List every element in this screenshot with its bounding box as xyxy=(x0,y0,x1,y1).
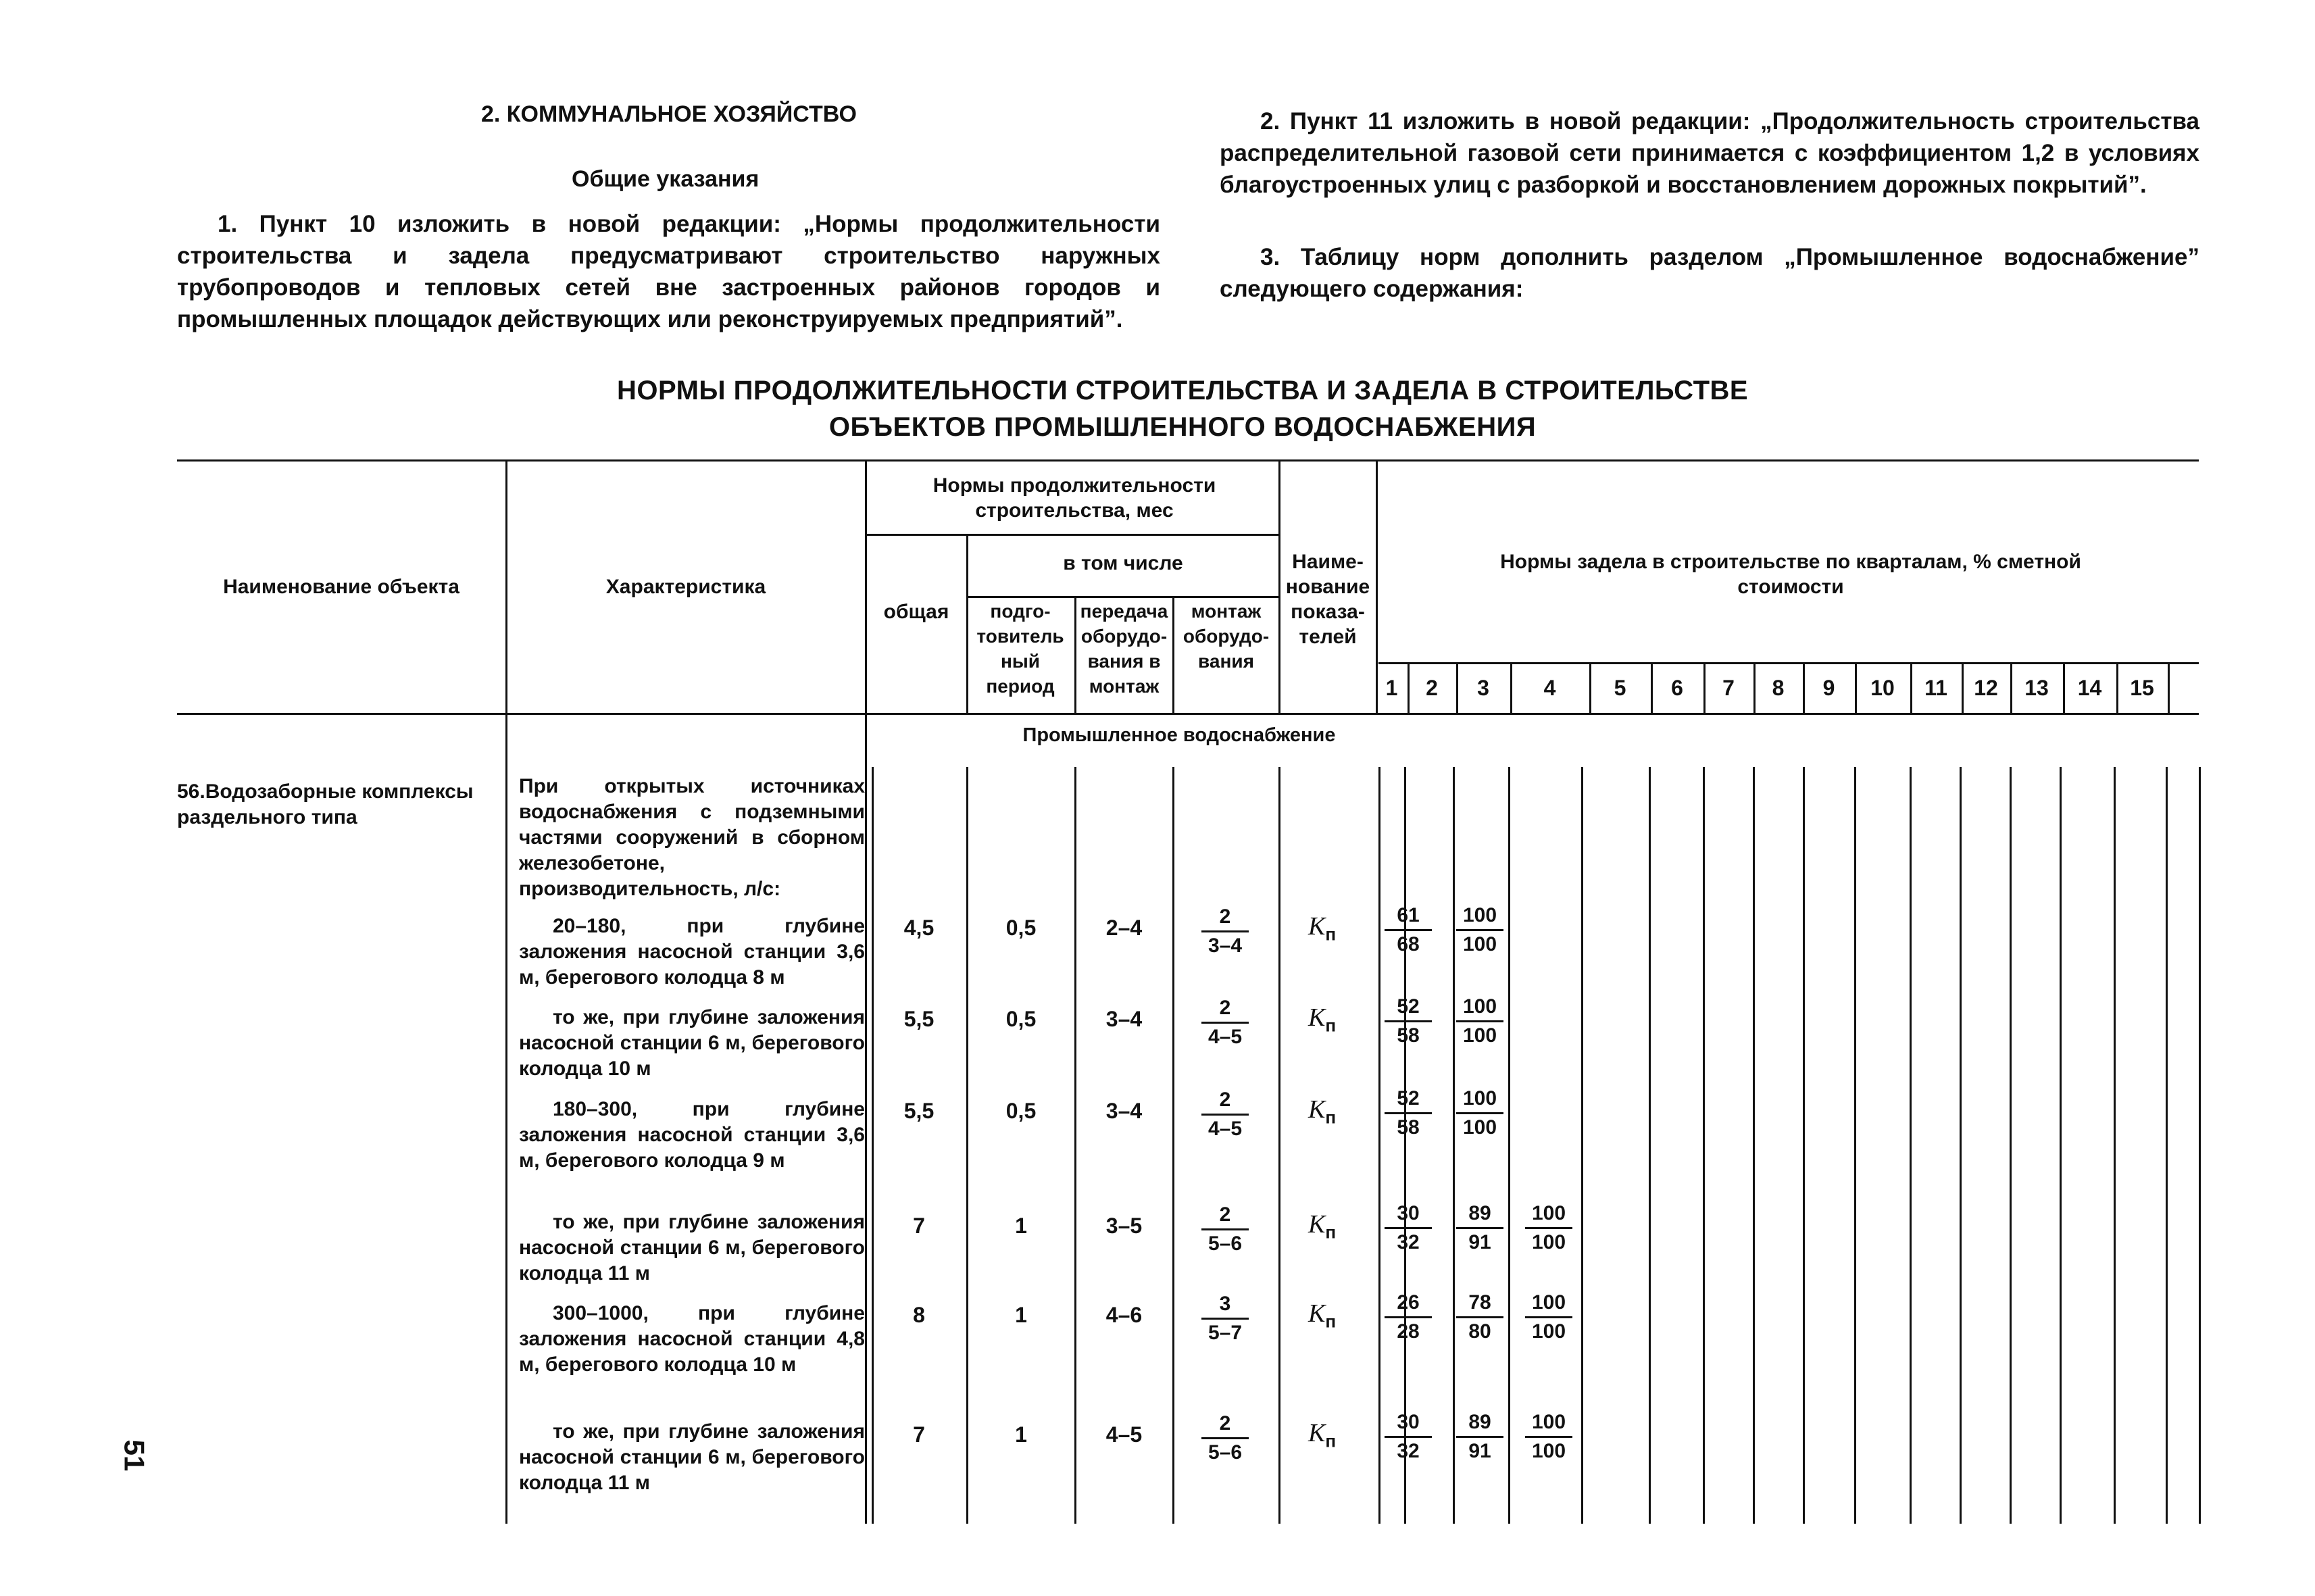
row-characteristic: то же, при глубине заложения насосной станции 6 м, берегового колодца 11 м xyxy=(519,1211,865,1285)
section-title: 2. КОММУНАЛЬНОЕ ХОЗЯЙСТВО xyxy=(481,101,857,127)
table-title-line-1: НОРМЫ ПРОДОЛЖИТЕЛЬНОСТИ СТРОИТЕЛЬСТВА И ЗАДЕЛА В СТРОИТЕЛЬСТВЕ xyxy=(616,376,1749,405)
row-transfer: 3–4 xyxy=(1105,1007,1143,1031)
quarter-header-13: 13 xyxy=(2024,676,2049,700)
row-characteristic: то же, при глубине заложения насосной станции 6 м, берегового колодца 11 м xyxy=(519,1420,865,1494)
row-install-fraction: $\frac{2}{5-6}$ xyxy=(1195,1201,1255,1257)
header-backlog-group: Нормы задела в строительстве по кварталам, % сметной стоимости xyxy=(1500,551,2081,598)
row-characteristic: 300–1000, при глубине заложения насосной станции 4,8 м, берегового колодца 10 м xyxy=(519,1302,865,1376)
quarter-header-9: 9 xyxy=(1822,676,1835,700)
row-prep-period: 1 xyxy=(1015,1303,1027,1327)
row-transfer: 2–4 xyxy=(1105,916,1143,940)
row-quarter-3-fraction: $\frac{100}{100}$ xyxy=(1518,1200,1579,1256)
row-prep-period: 0,5 xyxy=(1005,1099,1037,1123)
quarter-header-14: 14 xyxy=(2077,676,2102,700)
row-quarter-1-fraction: $\frac{30}{32}$ xyxy=(1378,1200,1439,1256)
row-total: 8 xyxy=(913,1303,925,1327)
row-total: 5,5 xyxy=(903,1007,935,1031)
row-transfer: 3–4 xyxy=(1105,1099,1143,1123)
row-indicator: $K_п$ xyxy=(1308,1419,1337,1451)
row-quarter-1-fraction: $\frac{52}{58}$ xyxy=(1378,1085,1439,1141)
row-prep-period: 0,5 xyxy=(1005,916,1037,940)
row-transfer: 4–6 xyxy=(1105,1303,1143,1327)
row-characteristic: 20–180, при глубине заложения насосной станции 3,6 м, берегового колодца 8 м xyxy=(519,915,865,989)
quarter-header-4: 4 xyxy=(1543,676,1556,700)
quarter-header-15: 15 xyxy=(2130,676,2154,700)
header-characteristic: Характеристика xyxy=(605,576,766,598)
quarter-header-5: 5 xyxy=(1614,676,1626,700)
row-transfer: 3–5 xyxy=(1105,1214,1143,1238)
header-total: общая xyxy=(883,601,949,623)
row-quarter-2-fraction: $\frac{100}{100}$ xyxy=(1449,993,1510,1049)
paragraph-3: 3. Таблицу норм дополнить разделом „Промышленное водоснабжение” следующего содержания: xyxy=(1220,244,2199,302)
quarter-header-10: 10 xyxy=(1870,676,1895,700)
row-install-fraction: $\frac{2}{4-5}$ xyxy=(1195,1087,1255,1143)
row-prep-period: 0,5 xyxy=(1005,1007,1037,1031)
row-indicator: $K_п$ xyxy=(1308,1299,1337,1332)
row-prep-period: 1 xyxy=(1015,1214,1027,1238)
row-install-fraction: $\frac{2}{3-4}$ xyxy=(1195,903,1255,959)
row-total: 7 xyxy=(913,1422,925,1447)
row-quarter-1-fraction: $\frac{52}{58}$ xyxy=(1378,993,1439,1049)
row-quarter-3-fraction: $\frac{100}{100}$ xyxy=(1518,1289,1579,1345)
row-install-fraction: $\frac{2}{4-5}$ xyxy=(1195,995,1255,1051)
object-name: 56.Водозаборные комплексы раздельного типа xyxy=(177,780,474,828)
header-including: в том числе xyxy=(1063,552,1183,574)
header-prep-period: подго- товитель ный период xyxy=(976,601,1064,697)
quarter-header-8: 8 xyxy=(1772,676,1785,700)
row-install-fraction: $\frac{3}{5-7}$ xyxy=(1195,1291,1255,1347)
quarter-header-11: 11 xyxy=(1924,676,1947,700)
row-quarter-1-fraction: $\frac{30}{32}$ xyxy=(1378,1409,1439,1465)
header-indicator: Наиме- нование показа- телей xyxy=(1285,551,1370,648)
header-object-name: Наименование объекта xyxy=(223,576,459,598)
quarter-header-12: 12 xyxy=(1974,676,1998,700)
row-indicator: $K_п$ xyxy=(1308,1095,1337,1128)
row-transfer: 4–5 xyxy=(1105,1422,1143,1447)
row-quarter-1-fraction: $\frac{26}{28}$ xyxy=(1378,1289,1439,1345)
table-title-line-2: ОБЪЕКТОВ ПРОМЫШЛЕННОГО ВОДОСНАБЖЕНИЯ xyxy=(828,412,1537,442)
quarter-header-1: 1 xyxy=(1385,676,1398,700)
header-install: монтаж оборудо- вания xyxy=(1183,601,1270,672)
paragraph-1: 1. Пункт 10 изложить в новой редакции: „Нормы продолжительности строительства и задела предусматривают строительство наружных трубопроводов и тепловых сетей вне застроенных районов городов и промышленных площадок действующих или реконструируемых предприятий”. xyxy=(177,211,1160,332)
row-indicator: $K_п$ xyxy=(1308,912,1337,945)
header-transfer: передача оборудо- вания в монтаж xyxy=(1080,601,1168,697)
row-prep-period: 1 xyxy=(1015,1422,1027,1447)
quarter-header-6: 6 xyxy=(1671,676,1683,700)
row-quarter-2-fraction: $\frac{100}{100}$ xyxy=(1449,1085,1510,1141)
row-quarter-2-fraction: $\frac{89}{91}$ xyxy=(1449,1409,1510,1465)
row-indicator: $K_п$ xyxy=(1308,1210,1337,1243)
row-total: 4,5 xyxy=(903,916,935,940)
row-characteristic: то же, при глубине заложения насосной станции 6 м, берегового колодца 10 м xyxy=(519,1006,865,1080)
row-quarter-2-fraction: $\frac{100}{100}$ xyxy=(1449,902,1510,958)
section-label: Промышленное водоснабжение xyxy=(1022,724,1336,746)
row-characteristic: 180–300, при глубине заложения насосной станции 3,6 м, берегового колодца 9 м xyxy=(519,1098,865,1172)
header-duration-group: Нормы продолжительности строительства, мес xyxy=(932,474,1216,522)
row-quarter-2-fraction: $\frac{78}{80}$ xyxy=(1449,1289,1510,1345)
quarter-header-2: 2 xyxy=(1426,676,1438,700)
row-install-fraction: $\frac{2}{5-6}$ xyxy=(1195,1410,1255,1466)
row-quarter-2-fraction: $\frac{89}{91}$ xyxy=(1449,1200,1510,1256)
row-total: 7 xyxy=(913,1214,925,1238)
paragraph-2: 2. Пункт 11 изложить в новой редакции: „Продолжительность строительства распределительной газовой сети принимается с коэффициентом 1,2 в условиях благоустроенных улиц с разборкой и восстановлением дорожных покрытий”. xyxy=(1220,108,2199,198)
characteristic-intro: При открытых источниках водоснабжения с подземными частями сооружений в сборном железобетоне, производительность, л/с: xyxy=(519,775,865,900)
page-number: 51 xyxy=(118,1439,151,1472)
row-indicator: $K_п$ xyxy=(1308,1003,1337,1036)
row-total: 5,5 xyxy=(903,1099,935,1123)
quarter-header-7: 7 xyxy=(1722,676,1735,700)
general-instructions-title: Общие указания xyxy=(572,166,760,192)
row-quarter-1-fraction: $\frac{61}{68}$ xyxy=(1378,902,1439,958)
quarter-header-3: 3 xyxy=(1477,676,1489,700)
row-quarter-3-fraction: $\frac{100}{100}$ xyxy=(1518,1409,1579,1465)
